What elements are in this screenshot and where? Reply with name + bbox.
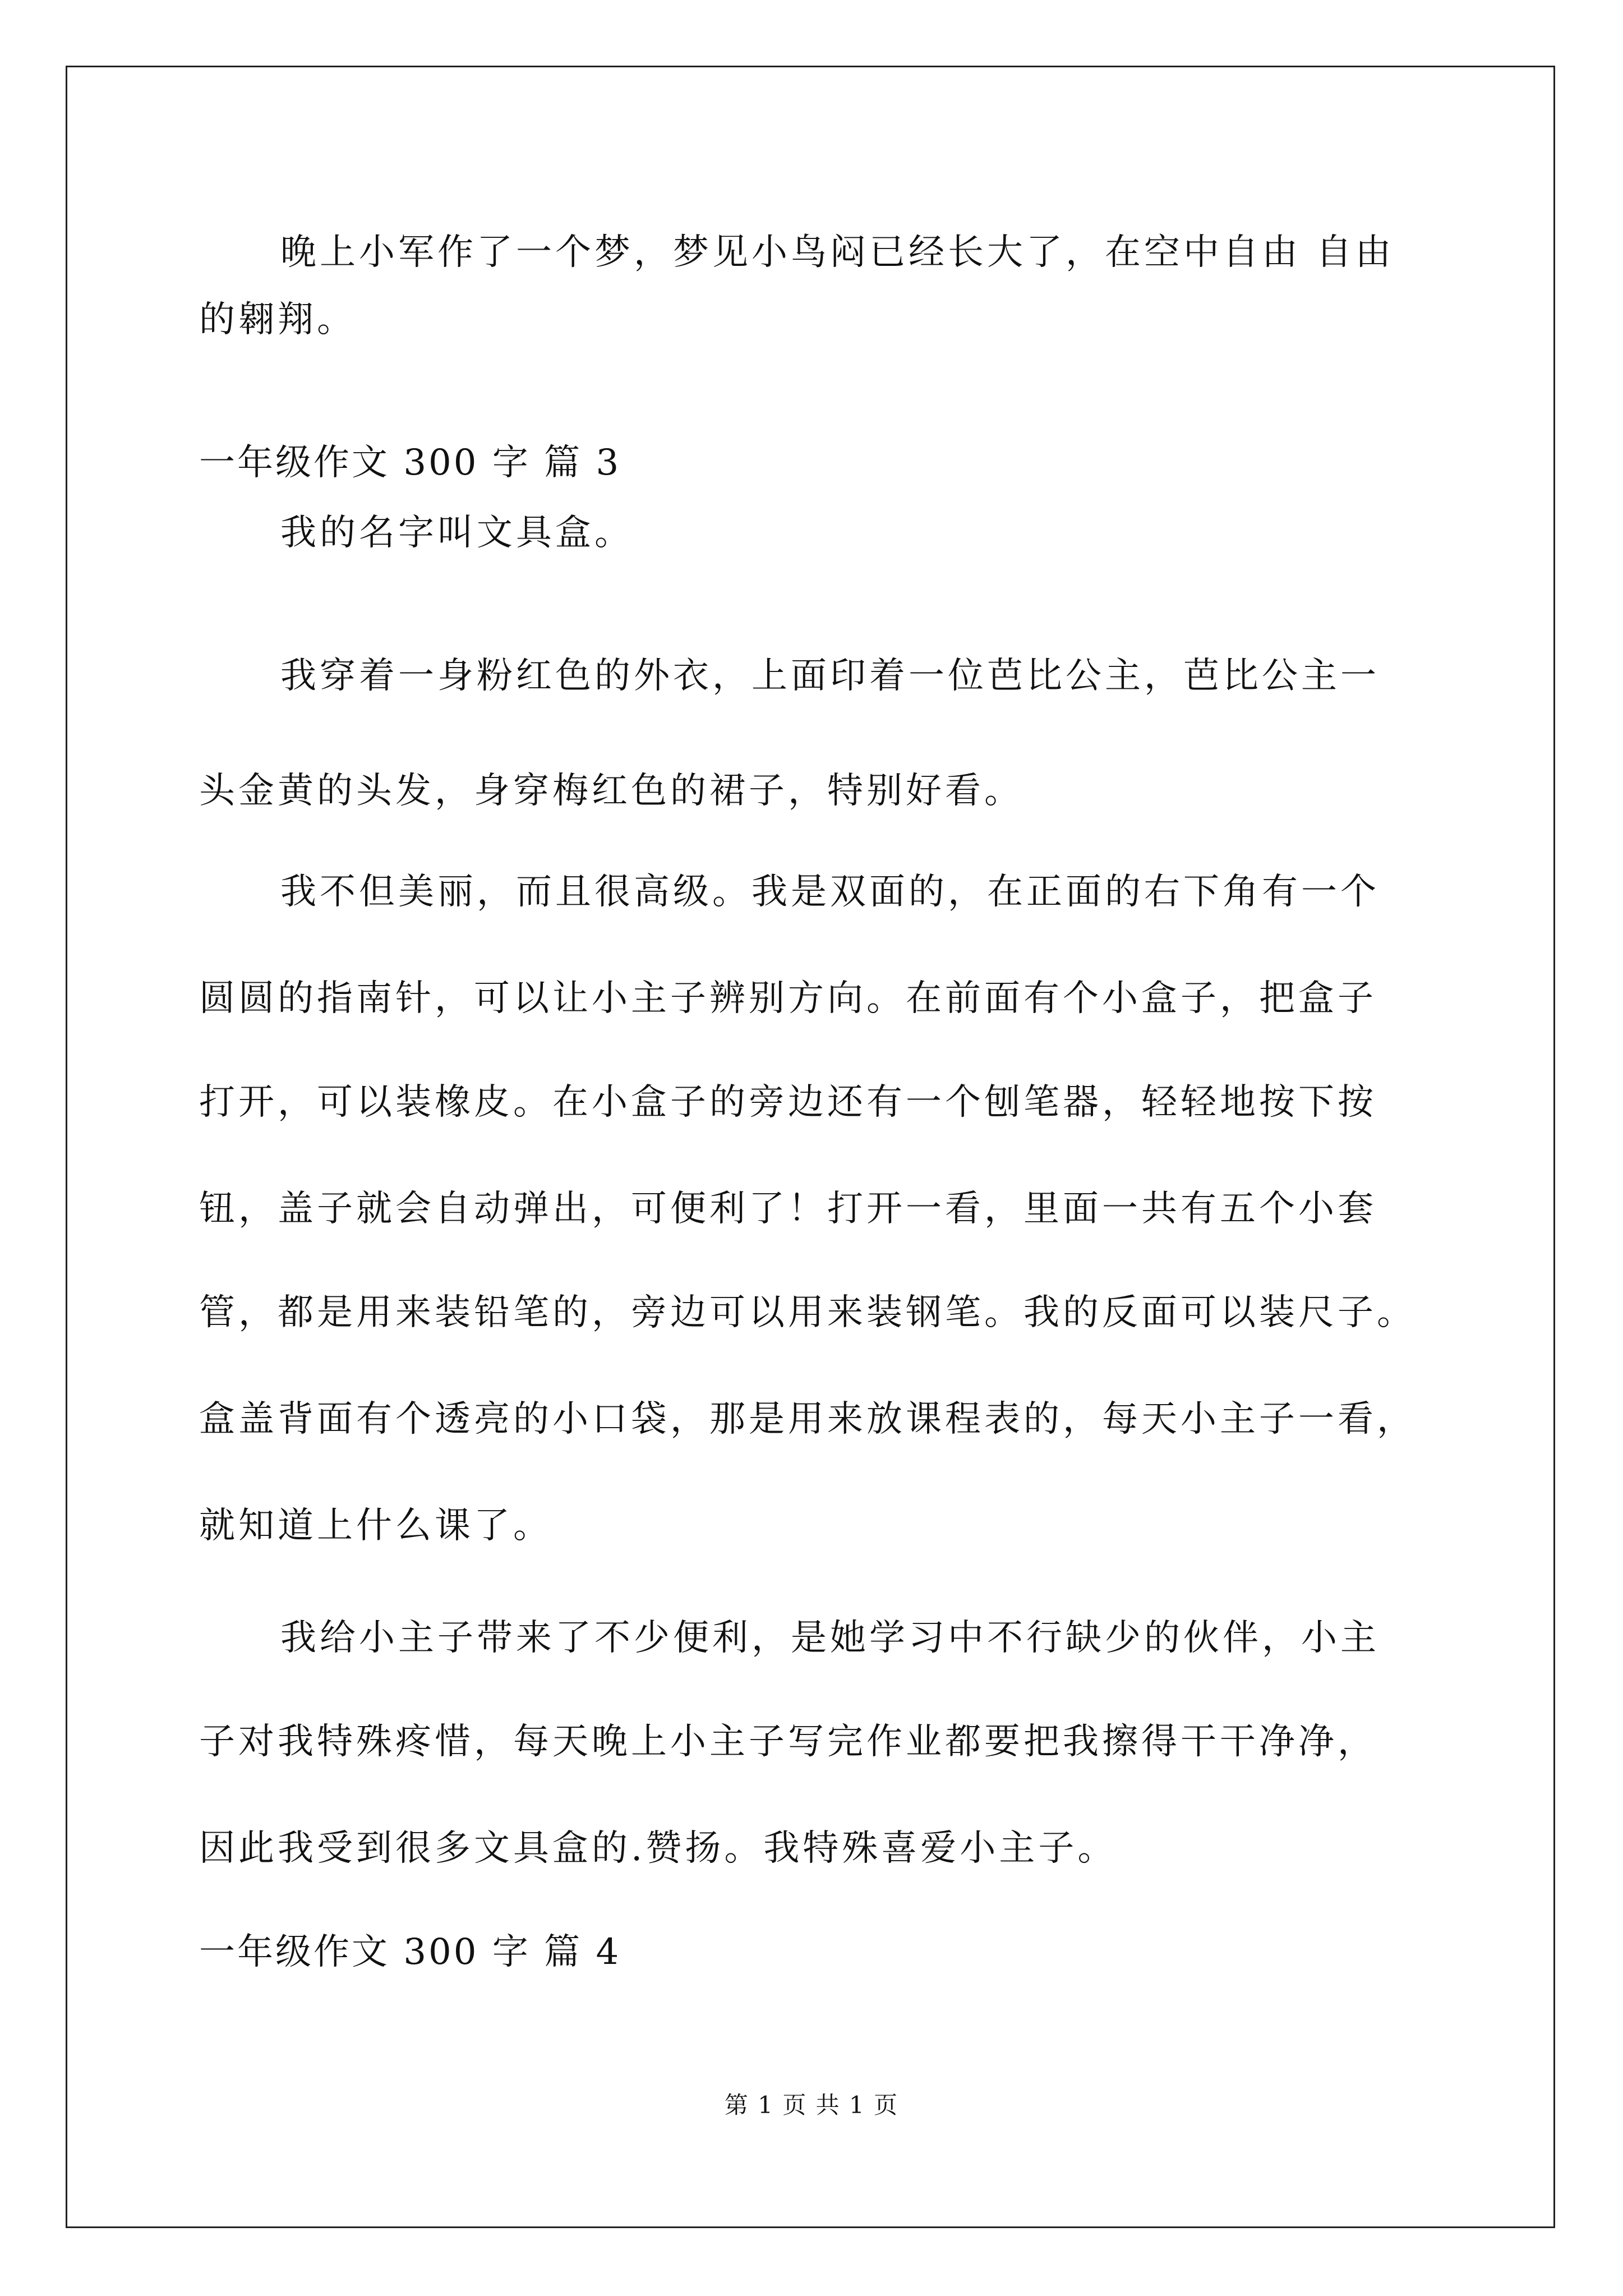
paragraph-line: 我穿着一身粉红色的外衣，上面印着一位芭比公主，芭比公主一 — [280, 655, 1380, 697]
paragraph-line: 子对我特殊疼惜，每天晚上小主子写完作业都要把我擦得干干净净， — [199, 1721, 1377, 1763]
paragraph-line: 的翱翔。 — [199, 299, 356, 341]
paragraph-line: 我不但美丽，而且很高级。我是双面的，在正面的右下角有一个 — [280, 871, 1380, 913]
paragraph-line: 就知道上什么课了。 — [199, 1505, 552, 1547]
section-heading-3: 一年级作文 300 字 篇 3 — [199, 442, 621, 484]
paragraph-line: 圆圆的指南针，可以让小主子辨别方向。在前面有个小盒子，把盒子 — [199, 978, 1377, 1019]
section-heading-4: 一年级作文 300 字 篇 4 — [199, 1931, 621, 1973]
paragraph-line: 头金黄的头发，身穿梅红色的裙子，特别好看。 — [199, 770, 1023, 812]
page-border — [66, 66, 1555, 2228]
paragraph-line: 管，都是用来装铅笔的，旁边可以用来装钢笔。我的反面可以装尺子。 — [199, 1292, 1416, 1333]
page-number: 第 1 页 共 1 页 — [724, 2091, 899, 2119]
paragraph-line: 我的名字叫文具盒。 — [280, 512, 634, 554]
paragraph-line: 盒盖背面有个透亮的小口袋，那是用来放课程表的，每天小主子一看， — [199, 1398, 1416, 1440]
paragraph-line: 因此我受到很多文具盒的.赞扬。我特殊喜爱小主子。 — [199, 1828, 1117, 1869]
paragraph-line: 钮，盖子就会自动弹出，可便利了！打开一看，里面一共有五个小套 — [199, 1188, 1377, 1230]
paragraph-line: 我给小主子带来了不少便利，是她学习中不行缺少的伙伴，小主 — [280, 1617, 1380, 1659]
paragraph-line: 打开，可以装橡皮。在小盒子的旁边还有一个刨笔器，轻轻地按下按 — [199, 1082, 1377, 1123]
paragraph-line: 晚上小军作了一个梦，梦见小鸟闷已经长大了，在空中自由 自由 — [280, 232, 1395, 273]
